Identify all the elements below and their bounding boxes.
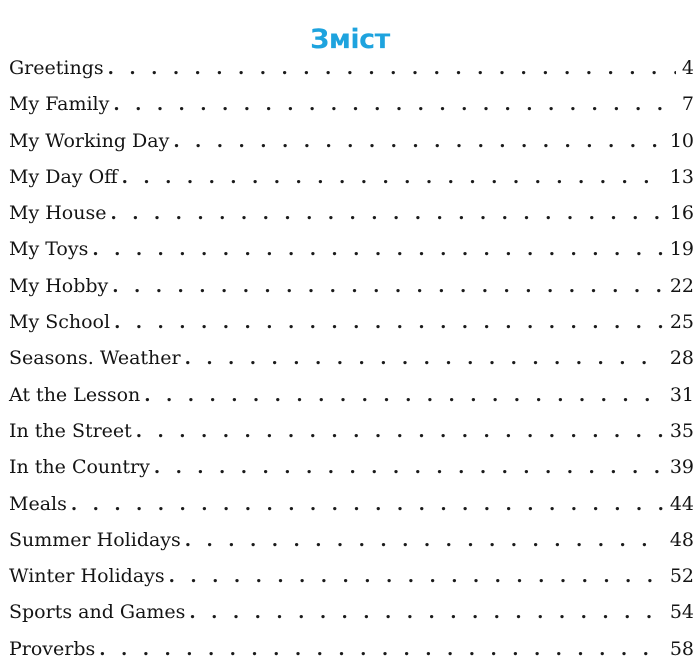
toc-entry	[9, 377, 694, 413]
toc-entry-title: Greetings	[9, 57, 104, 79]
toc-entry-title: Meals	[9, 492, 67, 515]
toc-entry-page: 58	[669, 637, 694, 660]
dot-leader	[108, 51, 676, 87]
dot-leader	[144, 378, 664, 414]
toc-entry-title: Proverbs	[9, 637, 96, 660]
toc-entry-title: My Hobby	[9, 274, 109, 297]
toc-entry-title: Seasons. Weather	[9, 347, 181, 370]
toc-entry-title: Summer Holidays	[9, 528, 181, 551]
toc-entry-title: In the Country	[9, 456, 150, 479]
toc-entry-title: My Family	[9, 93, 110, 116]
toc-entry	[9, 123, 694, 159]
toc-entry-page: 28	[669, 347, 694, 370]
toc-entry-page: 10	[669, 129, 694, 152]
toc-entry-page: 7	[681, 93, 694, 116]
toc-entry-title: My Day Off	[9, 165, 118, 188]
toc-entry	[9, 195, 694, 231]
toc-entry	[9, 304, 694, 340]
dot-leader	[185, 523, 664, 559]
toc-entry	[9, 86, 694, 122]
toc-entry	[9, 486, 694, 522]
toc-entry-title: My Toys	[9, 238, 89, 261]
toc-entry	[9, 594, 694, 630]
toc-entry-page: 22	[669, 274, 694, 297]
dot-leader	[136, 414, 664, 450]
toc-entry	[9, 340, 694, 376]
toc-entry-page: 16	[669, 202, 694, 225]
toc-entry-page: 44	[669, 492, 694, 515]
dot-leader	[189, 595, 663, 631]
toc-entry-page: 31	[669, 383, 694, 406]
toc-entry	[9, 631, 694, 667]
toc-entry-title: My House	[9, 202, 107, 225]
dot-leader	[92, 232, 663, 268]
toc-entry	[9, 558, 694, 594]
toc-entry-page: 4	[681, 57, 694, 79]
toc-entry	[9, 159, 694, 195]
toc-entry-title: Sports and Games	[9, 601, 186, 624]
toc-entry	[9, 413, 694, 449]
toc-entry-page: 54	[669, 601, 694, 624]
dot-leader	[71, 487, 664, 523]
toc-entry-title: My School	[9, 311, 111, 334]
toc-entry-title: Winter Holidays	[9, 565, 165, 588]
dot-leader	[113, 87, 676, 123]
dot-leader	[99, 632, 664, 668]
toc-entry-page: 19	[669, 238, 694, 261]
dot-leader	[112, 269, 664, 305]
toc-entry-title: At the Lesson	[9, 383, 141, 406]
toc-entry-page: 48	[669, 528, 694, 551]
dot-leader	[154, 450, 664, 486]
toc-entry	[9, 449, 694, 485]
dot-leader	[169, 559, 664, 595]
toc-entry-title: My Working Day	[9, 129, 170, 152]
toc-entry	[9, 268, 694, 304]
dot-leader	[110, 196, 663, 232]
toc-entry	[9, 522, 694, 558]
toc-entry-page: 39	[669, 456, 694, 479]
toc-entry-page: 52	[669, 565, 694, 588]
toc-entry-title: In the Street	[9, 419, 132, 442]
toc-entry	[9, 231, 694, 267]
toc-entry-page: 25	[669, 311, 694, 334]
table-of-contents	[9, 50, 694, 667]
dot-leader	[114, 305, 664, 341]
toc-entry	[9, 50, 694, 86]
toc-entry-page: 35	[669, 419, 694, 442]
dot-leader	[173, 124, 664, 160]
toc-entry-page: 13	[669, 165, 694, 188]
dot-leader	[122, 160, 664, 196]
dot-leader	[185, 341, 664, 377]
page-title: Зміст	[310, 24, 390, 56]
